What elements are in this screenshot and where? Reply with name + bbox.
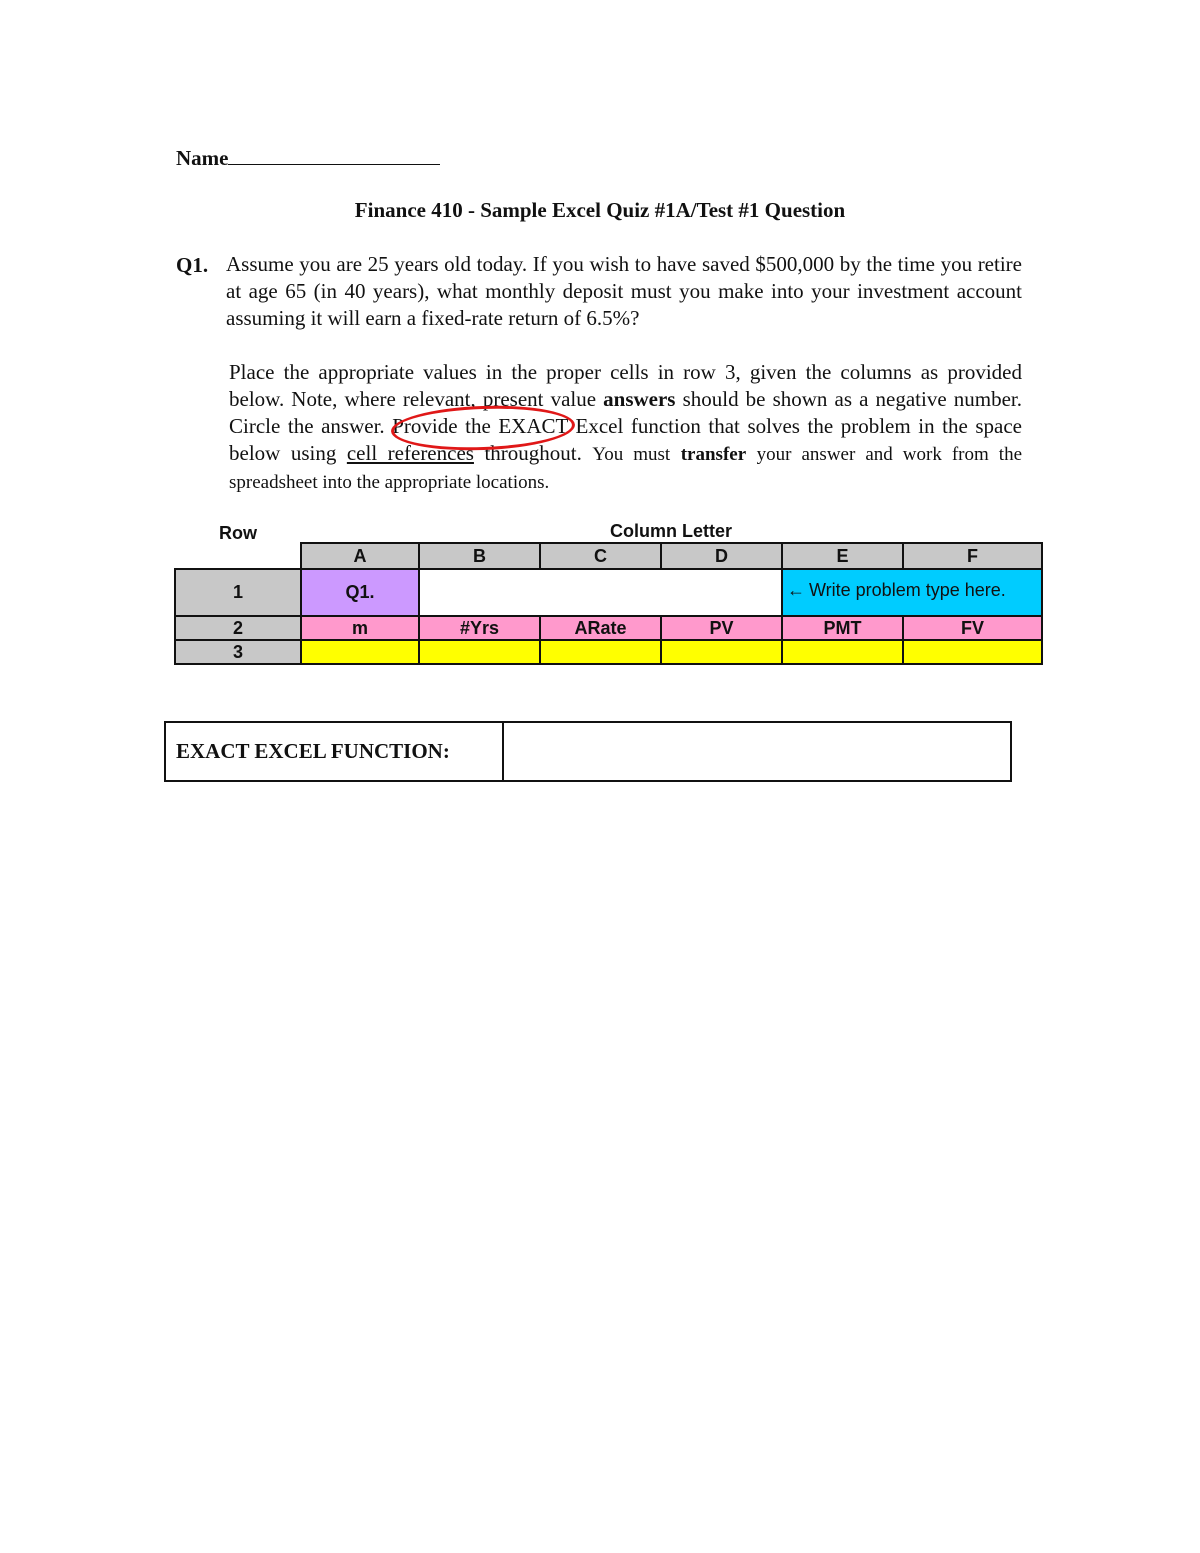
cell-e2: PMT xyxy=(782,616,903,640)
table-row-2 xyxy=(175,616,1042,640)
problem-type-note-text: Write problem type here. xyxy=(809,580,1006,600)
name-field[interactable] xyxy=(176,144,440,171)
name-label: Name xyxy=(176,146,229,170)
instructions-bold-transfer: transfer xyxy=(680,444,747,465)
instructions-part2: should be shown as a negative number. xyxy=(682,387,1022,411)
excel-function-box xyxy=(164,721,1012,782)
cell-a3[interactable] xyxy=(301,640,419,664)
cell-a2: m xyxy=(301,616,419,640)
cell-f3[interactable] xyxy=(903,640,1042,664)
column-letter-header: Column Letter xyxy=(609,521,732,541)
cell-d3[interactable] xyxy=(661,640,782,664)
row-number-3: 3 xyxy=(175,640,301,664)
cell-a1: Q1. xyxy=(301,569,419,616)
column-header-f: F xyxy=(903,543,1042,569)
cell-b2: #Yrs xyxy=(419,616,540,640)
instructions-part1: Place the appropriate values in the proper cells in row 3, given the columns as provided below. Note, where relevant, present value xyxy=(229,360,1022,411)
instructions-part3: Provide the EXACT Excel function that solves the problem in the space below using xyxy=(229,414,1023,465)
cell-f2: FV xyxy=(903,616,1042,640)
instructions-circle-text: Circle the answer. xyxy=(229,414,385,438)
problem-type-note-cell[interactable] xyxy=(782,569,1042,616)
cell-b1-d1[interactable] xyxy=(419,569,782,616)
cell-c3[interactable] xyxy=(540,640,661,664)
page-title: Finance 410 - Sample Excel Quiz #1A/Test #1 Question xyxy=(354,198,846,222)
row-number-2: 2 xyxy=(175,616,301,640)
instructions-part4: throughout. xyxy=(484,441,582,465)
spreadsheet-table xyxy=(174,542,1043,665)
row-header-line1: Row xyxy=(219,523,257,543)
column-header-b: B xyxy=(419,543,540,569)
table-row-1 xyxy=(175,569,1042,616)
excel-function-label: EXACT EXCEL FUNCTION: xyxy=(165,722,503,781)
arrow-left-icon: ← xyxy=(787,580,805,600)
column-header-row xyxy=(175,543,1042,569)
instructions-small-part2: your answer and work from the spreadsheet into the appropriate locations. xyxy=(229,444,1022,493)
cell-d2: PV xyxy=(661,616,782,640)
corner-cell xyxy=(175,543,301,569)
column-header-d: D xyxy=(661,543,782,569)
instructions-underline: cell references xyxy=(346,441,474,465)
name-blank-line[interactable] xyxy=(228,144,440,165)
cell-e3[interactable] xyxy=(782,640,903,664)
excel-function-answer[interactable] xyxy=(503,722,1011,781)
cell-b3[interactable] xyxy=(419,640,540,664)
cell-c2: ARate xyxy=(540,616,661,640)
row-number-1: 1 xyxy=(175,569,301,616)
column-header-a: A xyxy=(301,543,419,569)
column-header-c: C xyxy=(540,543,661,569)
instructions-paragraph xyxy=(229,359,1022,496)
problem-type-note xyxy=(787,580,1006,601)
column-header-e: E xyxy=(782,543,903,569)
instructions-bold-answers: answers xyxy=(603,387,676,411)
question-label: Q1. xyxy=(176,253,209,277)
question-text: Assume you are 25 years old today. If you wish to have saved $500,000 by the time you retire at age 65 (in 40 years), what monthly deposit must you make into your investment account assuming it will earn a fixed-rate return of 6.5%? xyxy=(226,252,1022,330)
instructions-small-part1: You must xyxy=(592,444,671,465)
table-row-3 xyxy=(175,640,1042,664)
